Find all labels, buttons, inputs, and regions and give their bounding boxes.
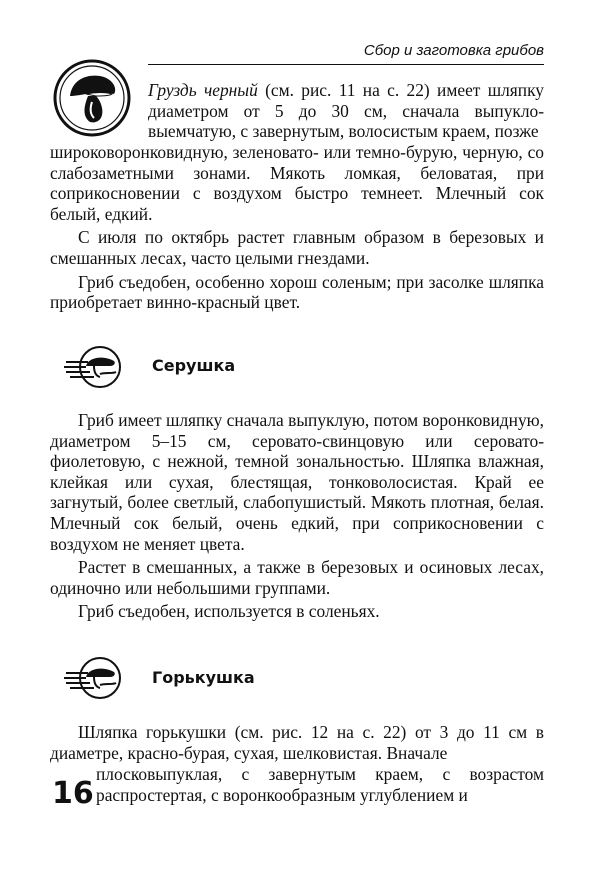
mushroom-badge-icon (52, 58, 132, 138)
section2-body (50, 410, 544, 622)
lead-term: Груздь черный (148, 80, 258, 100)
mushroom-plate-icon (64, 655, 126, 701)
section3-title: Горькушка (152, 668, 255, 687)
section1-lead (148, 80, 544, 142)
section2-para1: Гриб имеет шляпку сначала выпуклую, потом воронковидную, диаметром 5–15 см, серовато-свинцовую или серовато-фиолетовую, с нежной, темной зональностью. Шляпка влажная, клейкая или сухая, блестящая, тонковолосистая. Край ее загнутый, более светлый, слабопушистый. Мякоть плотная, белая. Млечный сок белый, очень едкий, при соприкосновении с воздухом не меняет цвета. (50, 410, 544, 554)
section3-para1-cont: плосковыпуклая, с завернутым краем, с возрастом распростертая, с воронкообразным углублением и (96, 764, 544, 805)
header-rule (148, 64, 544, 65)
section2-para2: Растет в смешанных, а также в березовых и осиновых лесах, одиночно или небольшими группами. (50, 557, 544, 598)
section3-para1-start: Шляпка горькушки (см. рис. 12 на с. 22) от 3 до 11 см в диаметре, красно-бурая, сухая, шелковистая. Вначале (50, 722, 544, 763)
section1-para2: С июля по октябрь растет главным образом в березовых и смешанных лесах, часто целыми гнездами. (50, 227, 544, 268)
section1-para1-cont: широковоронковидную, зеленовато- или темно-бурую, черную, со слабозаметными зонами. Мякоть ломкая, беловатая, при соприкосновении с воздухом быстро темнеет. Млечный сок белый, едкий. (50, 142, 544, 224)
section2-title: Серушка (152, 356, 236, 375)
section3-continuation (96, 764, 544, 805)
lead-rest: (см. рис. 11 на с. 22) имеет шляпку диаметром от 5 до 30 см, сначала выпукло-выемчатую, с завернутым, волосистым краем, позже (148, 80, 544, 142)
section1-para3: Гриб съедобен, особенно хорош соленым; при засолке шляпка приобретает винно-красный цвет. (50, 271, 544, 313)
section1-body (50, 142, 544, 313)
mushroom-plate-icon (64, 344, 126, 390)
running-header: Сбор и заготовка грибов (363, 42, 544, 59)
section3-body (50, 722, 544, 763)
section2-para3: Гриб съедобен, используется в соленьях. (78, 601, 380, 622)
page-number: 16 (52, 776, 94, 811)
